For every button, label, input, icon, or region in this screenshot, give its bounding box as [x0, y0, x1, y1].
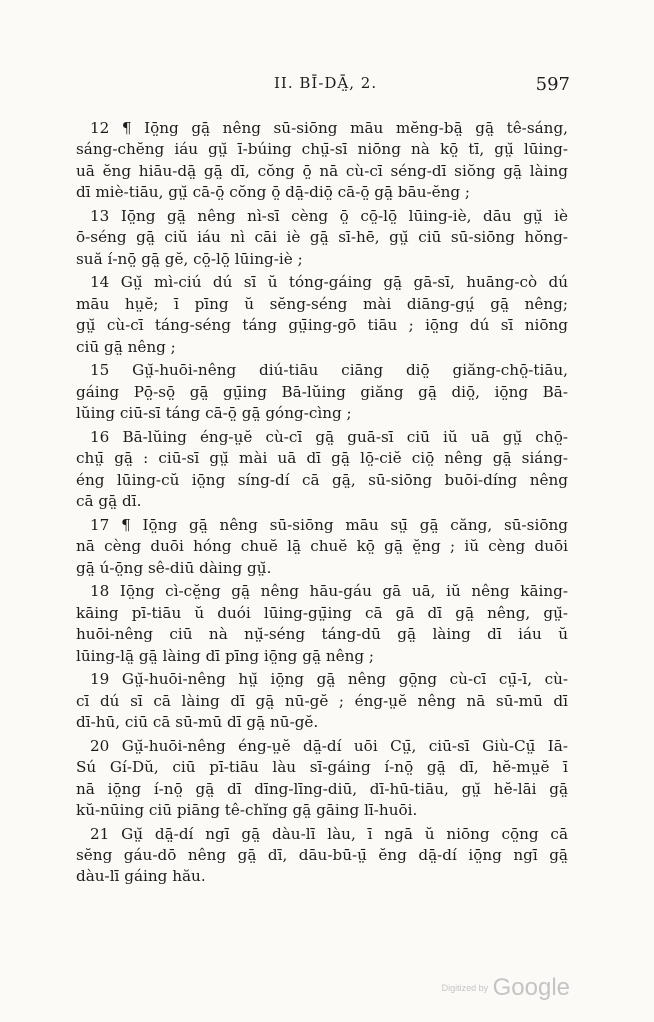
text-line: cā gā̤ dī.	[76, 492, 142, 511]
text-line: chṳ̄ gā̤ : ciū-sī gṳ̆ mài uā dī gā̤ lō̤-ciĕ ciō̤ nêng gā̤ siáng-	[76, 449, 568, 468]
text-line: 20 Gṳ̆-huōi-nêng éng-ṳĕ dā̤-dí uōi Cṳ̄, ciū-sī Giù-Cṳ̄ Iā-	[90, 736, 568, 755]
verse-paragraph	[76, 824, 568, 888]
text-line: 12 ¶ Iō̤ng gā̤ nêng sū-siōng māu mĕng-bā̤ gā̤ tê-sáng,	[90, 119, 568, 137]
verse-paragraph	[76, 515, 568, 579]
text-line: dī-hū, ciū cā sū-mū dī gā̤ nū-gĕ.	[76, 713, 319, 732]
text-line: gṳ̆ cù-cī táng-séng táng gṳ̄ing-gō tiāu ; iō̤ng dú sī niōng	[76, 316, 568, 335]
text-line: cī dú sī cā làing dī gā̤ nū-gĕ ; éng-ṳĕ nêng nā sū-mū dī	[76, 691, 568, 710]
verse-paragraph	[76, 669, 568, 733]
text-line: kŭ-nūing ciū piāng tê-chĭng gā̤ gāing lī-huōi.	[76, 800, 418, 819]
text-line: sĕng gáu-dō nêng gā̤ dī, dāu-bū-ṳ̄ ĕng dā̤-dí iō̤ng ngī gā̤	[76, 846, 568, 865]
text-line: éng lūing-cŭ iō̤ng síng-dí cā gā̤, sū-siōng buōi-díng nêng	[76, 470, 568, 489]
text-line: 19 Gṳ̆-huōi-nêng hṳ̆ iō̤ng gā̤ nêng gō̤ng cù-cī cṳ̄-ī, cù-	[90, 670, 568, 689]
text-line: 21 Gṳ̆ dā̤-dí ngī gā̤ dàu-lī làu, ī ngā ŭ niōng cō̤ng cā	[90, 824, 568, 843]
text-line: dàu-lī gáing hău.	[76, 867, 206, 886]
text-line: kāing pī-tiāu ŭ duói lūing-gṳ̄ing cā gā dī gā̤ nêng, gṳ̆-	[76, 603, 568, 622]
running-head: II. BĪ-DĀ̤, 2.	[274, 74, 378, 92]
text-line: ō-séng gā̤ ciŭ iáu nì cāi iè gā̤ sī-hē, gṳ̆ ciū sū-siōng hŏng-	[76, 228, 568, 247]
watermark	[442, 974, 570, 1002]
text-line: suă í-nō̤ gā̤ gĕ, cō̤-lō̤ lūing-iè ;	[76, 249, 303, 268]
verse-paragraph	[76, 360, 568, 424]
text-line: uā ĕng hiāu-dā̤ gā̤ dī, cŏng ō̤ nā cù-cī séng-dī siŏng gā̤ làing	[76, 161, 568, 180]
verse-paragraph	[76, 206, 568, 270]
text-line: 15 Gṳ̆-huōi-nêng diú-tiāu ciāng diō̤ giăng-chō̤-tiāu,	[90, 361, 568, 380]
text-line: māu hṳĕ; ī pīng ŭ sĕng-séng mài diāng-gṳ́ gā̤ nêng;	[76, 294, 568, 313]
verse-paragraph	[76, 736, 568, 822]
watermark-digitized-by: Digitized by	[441, 983, 489, 993]
watermark-google-logo: Google	[492, 974, 570, 1001]
text-line: ciū gā̤ nêng ;	[76, 337, 176, 356]
text-line: nā iō̤ng í-nō̤ gā̤ dī dīng-līng-diū, dī-hū-tiāu, gṳ̆ hĕ-lāi gā̤	[76, 779, 568, 798]
text-line: Sú Gí-Dŭ, ciū pī-tiāu làu sī-gáing í-nō̤ gā̤ dī, hĕ-mṳĕ ī	[76, 758, 568, 777]
page-body	[76, 118, 568, 890]
text-line: 16 Bā-lŭing éng-ṳĕ cù-cī gā̤ guā-sī ciū iŭ uā gṳ̆ chō̤-	[90, 427, 568, 446]
text-line: lūing-lā̤ gā̤ làing dī pīng iō̤ng gā̤ nêng ;	[76, 646, 375, 665]
page-header	[0, 74, 654, 102]
text-line: 17 ¶ Iō̤ng gā̤ nêng sū-siōng māu sṳ̄ gā̤ căng, sū-siōng	[90, 515, 568, 534]
verse-paragraph	[76, 581, 568, 667]
text-line: lŭing ciū-sī táng cā-ō̤ gā̤ góng-cìng ;	[76, 404, 352, 423]
verse-paragraph	[76, 427, 568, 513]
text-line: 14 Gṳ̆ mì-ciú dú sī ŭ tóng-gáing gā̤ gā-sī, huāng-cò dú	[90, 273, 568, 292]
text-line: 18 Iō̤ng cì-cĕ̤ng gā̤ nêng hāu-gáu gā uā, iŭ nêng kāing-	[90, 582, 568, 601]
text-line: dī miè-tiāu, gṳ̆ cā-ō̤ cŏng ō̤ dā̤-diō̤ cā-ō̤ gā̤ bāu-ĕng ;	[76, 183, 471, 202]
text-line: 13 Iō̤ng gā̤ nêng nì-sī cèng ō̤ cō̤-lō̤ lūing-iè, dāu gṳ̆ iè	[90, 206, 568, 225]
verse-paragraph	[76, 118, 568, 204]
text-line: sáng-chĕng iáu gṳ̆ ī-búing chṳ̄-sī niōng nà kō̤ tī, gṳ̆ lūing-	[76, 140, 568, 159]
text-line: gáing Pō̤-sō̤ gā̤ gṳ̄ing Bā-lŭing giăng gā̤ diō̤, iō̤ng Bā-	[76, 382, 568, 401]
page-number: 597	[535, 74, 570, 95]
text-line: huōi-nêng ciū nà nṳ̆-séng táng-dū gā̤ làing dī iáu ŭ	[76, 625, 568, 644]
verse-paragraph	[76, 272, 568, 358]
text-line: nā cèng duōi hóng chuĕ lā̤ chuĕ kō̤ gā̤ ĕ̤ng ; iŭ cèng duōi	[76, 537, 568, 556]
text-line: gā̤ ú-ō̤ng sê-diū dàing gṳ̆.	[76, 558, 272, 577]
